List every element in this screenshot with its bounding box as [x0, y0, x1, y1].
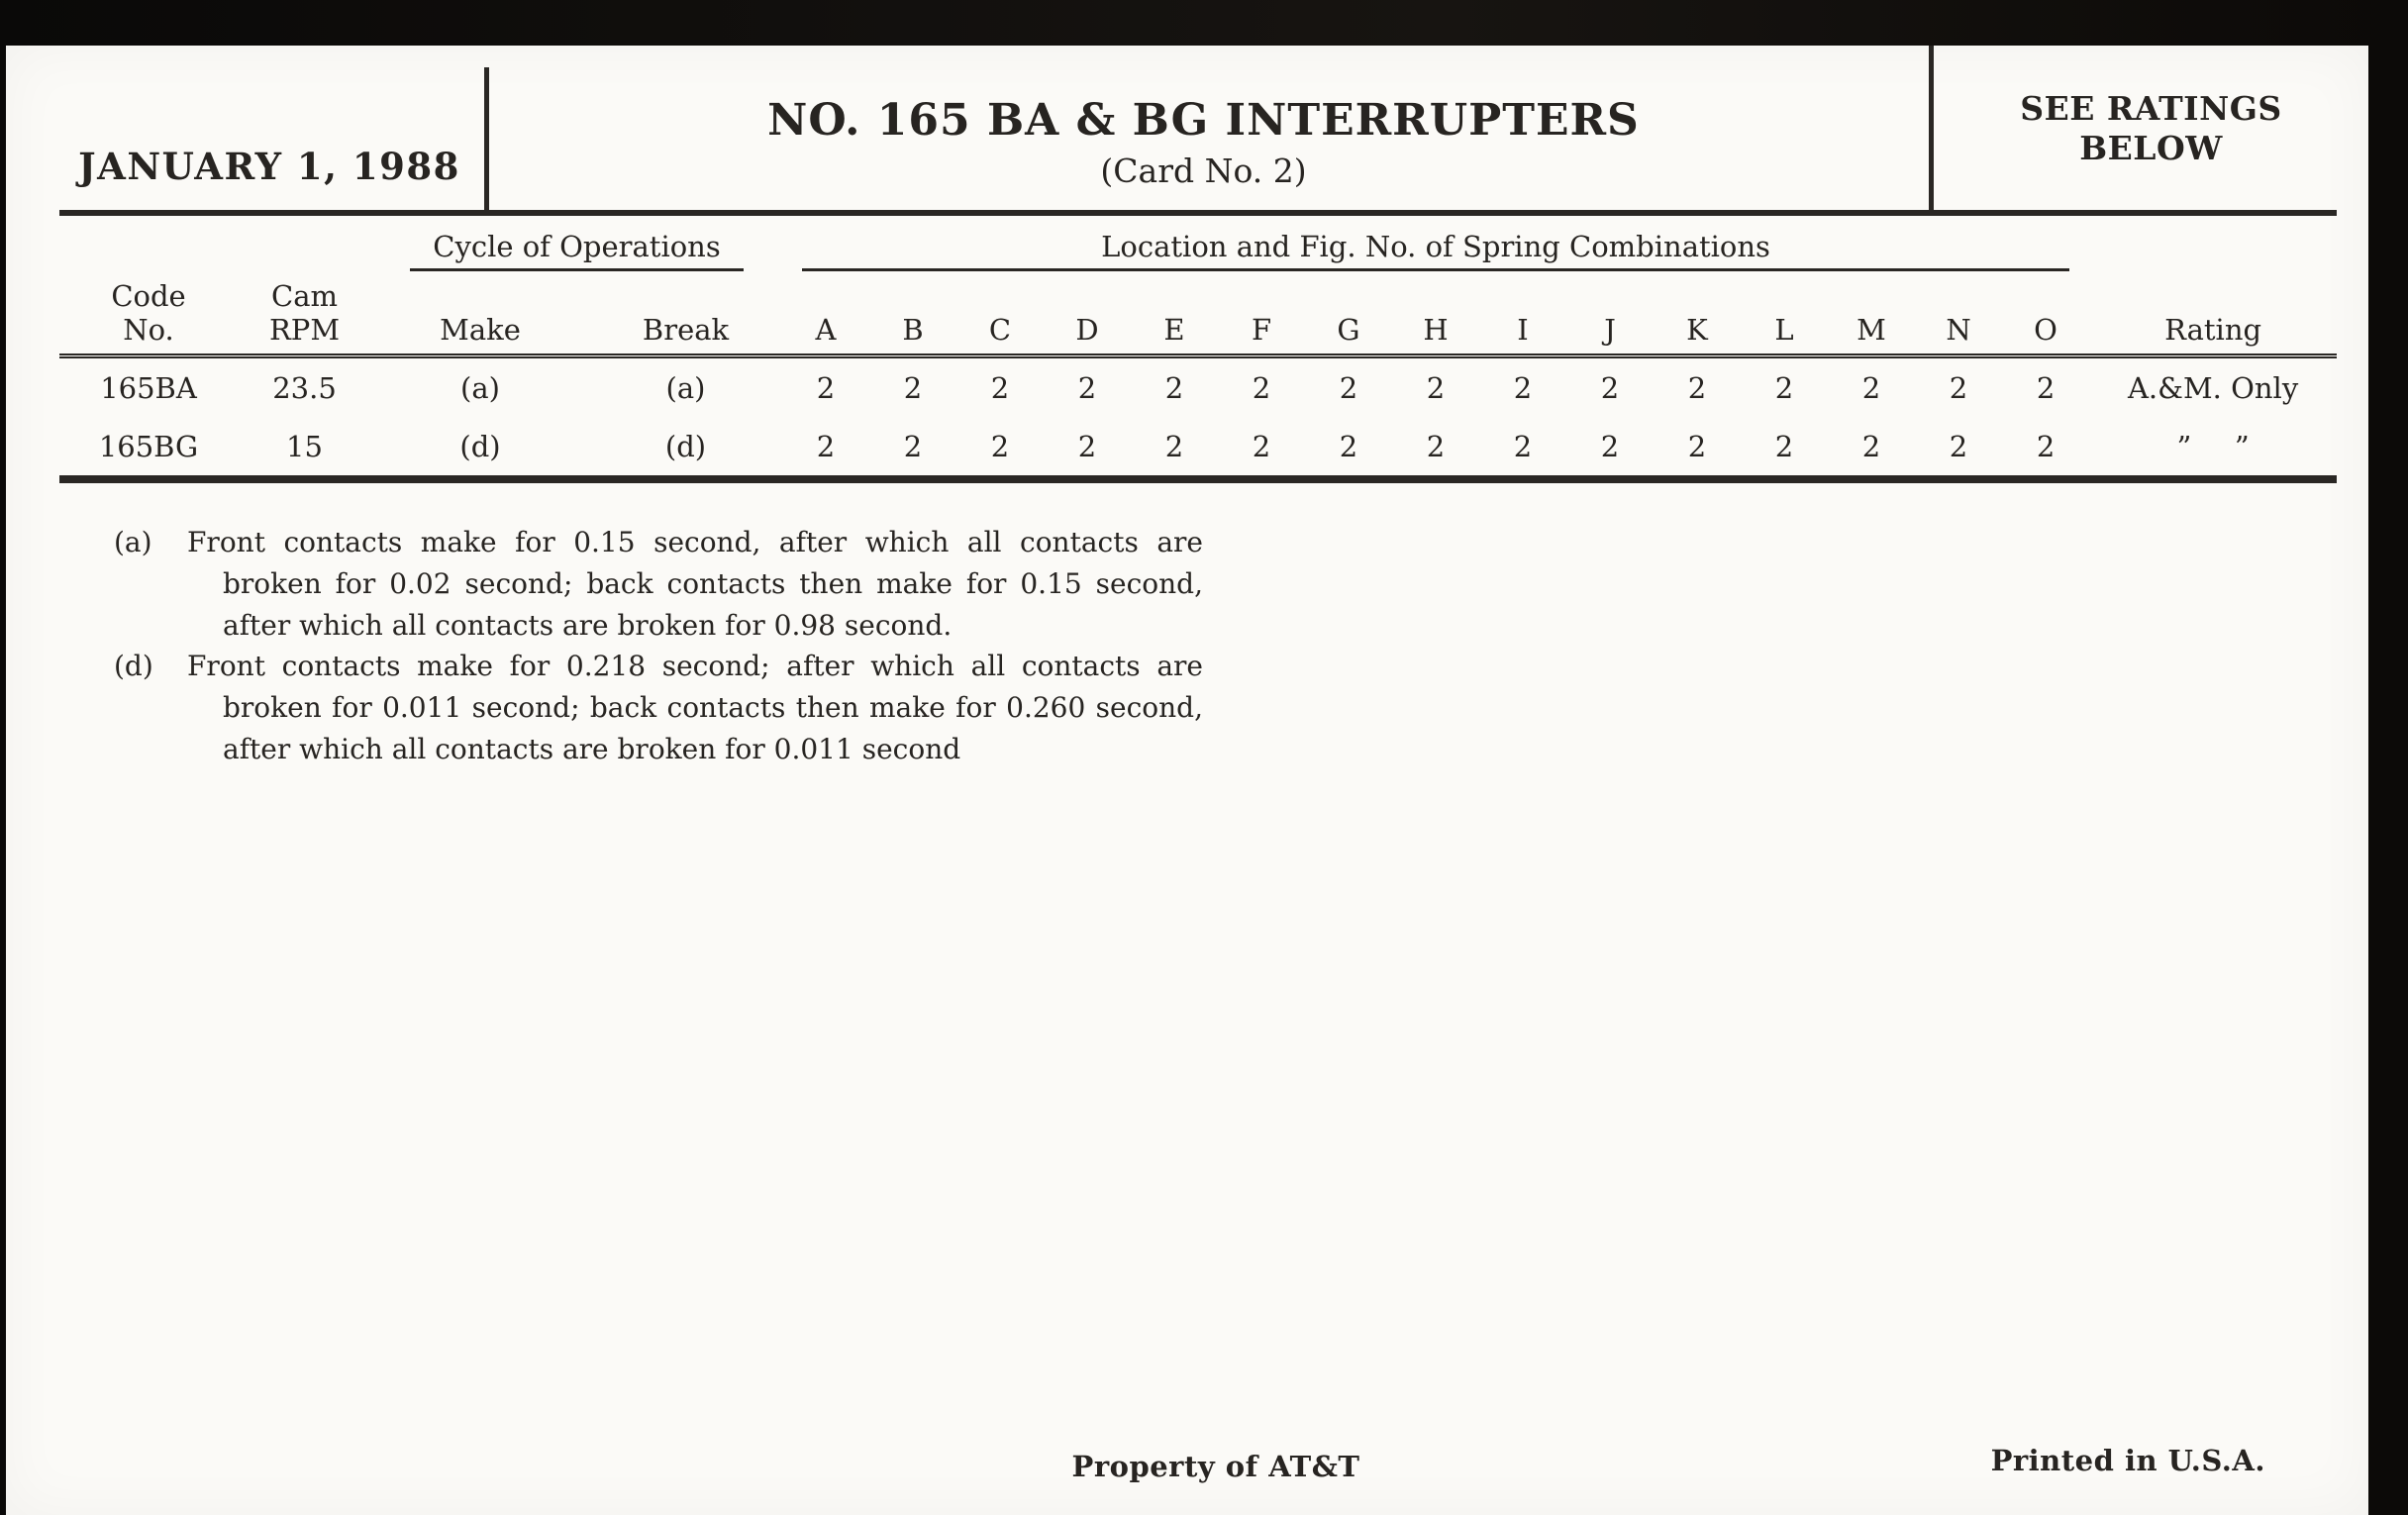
column-header-break: Break — [589, 271, 782, 356]
fig-cell-O: 2 — [2036, 370, 2056, 405]
footnote-a-text — [187, 522, 1203, 647]
cam-rpm-cell: 23.5 — [272, 370, 337, 405]
group-header-spacer — [59, 213, 371, 271]
fig-cell-K: 2 — [1687, 429, 1707, 463]
fig-cell-O: 2 — [2036, 429, 2056, 463]
footnote-d-line1: Front contacts make for 0.218 second; after which all contacts are — [187, 650, 1203, 682]
table-row-165BA — [59, 356, 2337, 418]
rating-card — [6, 46, 2368, 1515]
fig-cell-G: 2 — [1339, 370, 1358, 405]
page-title: NO. 165 BA & BG INTERRUPTERS — [767, 95, 1640, 146]
fig-cell-L: 2 — [1774, 429, 1794, 463]
fig-cell-N: 2 — [1949, 429, 1968, 463]
column-header-letter-L: L — [1741, 271, 1828, 356]
code-no-cell: 165BA — [100, 370, 197, 405]
column-header-letter-D: D — [1044, 271, 1131, 356]
fig-cell-M: 2 — [1861, 429, 1881, 463]
title-block — [478, 95, 1929, 190]
fig-cell-N: 2 — [1949, 370, 1968, 405]
ratings-note-line2: BELOW — [2079, 129, 2223, 167]
fig-cell-J: 2 — [1600, 429, 1620, 463]
footnote-a-label: (a) — [114, 526, 152, 558]
group-header-cycle-cell — [371, 213, 782, 271]
printed-in-usa-notice: Printed in U.S.A. — [1990, 1444, 2265, 1477]
cycle-of-operations-header: Cycle of Operations — [410, 230, 743, 271]
column-header-letter-I: I — [1479, 271, 1566, 356]
fig-cell-E: 2 — [1164, 370, 1184, 405]
fig-cell-F: 2 — [1252, 370, 1271, 405]
column-header-code-no — [59, 271, 238, 356]
footnote-a-line2: broken for 0.02 second; back contacts then make for 0.15 second, — [223, 567, 1203, 600]
location-spring-combinations-header: Location and Fig. No. of Spring Combinations — [802, 230, 2069, 271]
card-date: JANUARY 1, 1988 — [78, 145, 460, 188]
cam-rpm-cell: 15 — [286, 429, 323, 463]
property-notice: Property of AT&T — [1071, 1450, 1360, 1483]
fig-cell-H: 2 — [1426, 429, 1446, 463]
break-cell: (a) — [665, 370, 706, 405]
column-header-row — [59, 271, 2337, 356]
fig-cell-I: 2 — [1513, 370, 1533, 405]
column-header-letter-F: F — [1218, 271, 1305, 356]
group-header-spacer-right — [2089, 213, 2337, 271]
column-header-letter-H: H — [1392, 271, 1479, 356]
fig-cell-K: 2 — [1687, 370, 1707, 405]
footnote-d-line3: after which all contacts are broken for 0.011 second — [223, 733, 961, 765]
column-header-letter-O: O — [2002, 271, 2089, 356]
rating-cell: ” ” — [2176, 429, 2250, 463]
fig-cell-M: 2 — [1861, 370, 1881, 405]
column-header-letter-K: K — [1654, 271, 1741, 356]
fig-cell-J: 2 — [1600, 370, 1620, 405]
column-header-letter-J: J — [1566, 271, 1654, 356]
rating-cell: A.&M. Only — [2127, 370, 2299, 405]
fig-cell-D: 2 — [1077, 370, 1097, 405]
group-header-row — [59, 213, 2337, 271]
column-header-cam-line2: RPM — [268, 313, 341, 347]
column-header-letter-E: E — [1131, 271, 1218, 356]
table-row-165BG — [59, 417, 2337, 479]
footnote-a-line3: after which all contacts are broken for 0.98 second. — [223, 609, 953, 642]
fig-cell-B: 2 — [903, 429, 923, 463]
column-header-letter-M: M — [1828, 271, 1915, 356]
footnote-d-label: (d) — [114, 650, 153, 682]
column-header-make: Make — [371, 271, 589, 356]
column-header-cam-rpm — [238, 271, 371, 356]
column-header-code-line1: Code — [111, 279, 186, 313]
ratings-note — [1934, 89, 2368, 168]
footnote-a — [114, 522, 1203, 647]
column-header-letter-A: A — [782, 271, 869, 356]
column-header-code-line2: No. — [123, 313, 174, 347]
column-header-letter-C: C — [956, 271, 1044, 356]
column-header-letter-B: B — [869, 271, 956, 356]
group-header-location-cell — [782, 213, 2089, 271]
fig-cell-G: 2 — [1339, 429, 1358, 463]
column-header-letter-G: G — [1305, 271, 1392, 356]
make-cell: (a) — [460, 370, 500, 405]
make-cell: (d) — [459, 429, 501, 463]
footnote-a-line1: Front contacts make for 0.15 second, after which all contacts are — [187, 526, 1203, 558]
fig-cell-I: 2 — [1513, 429, 1533, 463]
column-header-rating: Rating — [2089, 271, 2337, 356]
code-no-cell: 165BG — [98, 429, 199, 463]
fig-cell-B: 2 — [903, 370, 923, 405]
break-cell: (d) — [664, 429, 707, 463]
ratings-note-line1: SEE RATINGS — [2020, 89, 2282, 128]
footnote-d — [114, 646, 1203, 770]
column-header-letter-N: N — [1915, 271, 2002, 356]
interrupter-table — [59, 210, 2337, 483]
page-subtitle: (Card No. 2) — [1100, 152, 1307, 190]
footnote-d-text — [187, 646, 1203, 770]
fig-cell-C: 2 — [990, 429, 1010, 463]
fig-cell-A: 2 — [816, 370, 836, 405]
fig-cell-A: 2 — [816, 429, 836, 463]
fig-cell-L: 2 — [1774, 370, 1794, 405]
fig-cell-C: 2 — [990, 370, 1010, 405]
column-header-cam-line1: Cam — [271, 279, 338, 313]
fig-cell-F: 2 — [1252, 429, 1271, 463]
fig-cell-D: 2 — [1077, 429, 1097, 463]
fig-cell-E: 2 — [1164, 429, 1184, 463]
footnote-d-line2: broken for 0.011 second; back contacts then make for 0.260 second, — [223, 691, 1203, 724]
fig-cell-H: 2 — [1426, 370, 1446, 405]
